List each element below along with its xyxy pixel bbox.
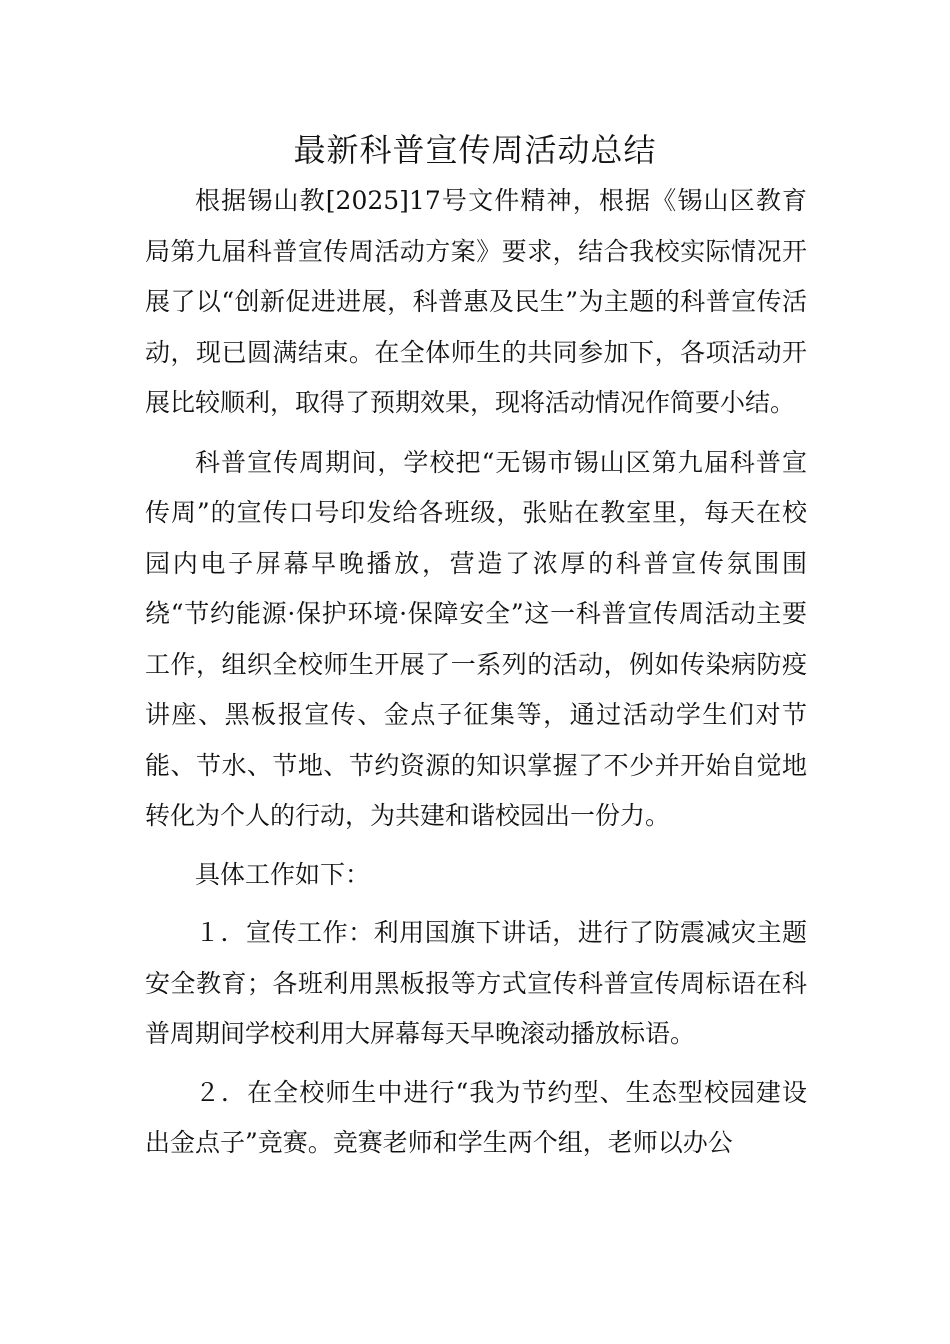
document-title: 最新科普宣传周活动总结 (293, 131, 657, 169)
paragraph-item-1: １．宣传工作：利用国旗下讲话，进行了防震减灾主题安全教育；各班利用黑板报等方式宣传科普宣传周标语在科普周期间学校利用大屏幕每天早晚滚动播放标语。 (145, 918, 807, 1048)
document-body (145, 176, 807, 1169)
paragraph-activities: 科普宣传周期间，学校把“无锡市锡山区第九届科普宣传周”的宣传口号印发给各班级，张贴在教室里，每天在校园内电子屏幕早晚播放，营造了浓厚的科普宣传氛围围绕“节约能源·保护环境·保障安全”这一科普宣传周活动主要工作，组织全校师生开展了一系列的活动，例如传染病防疫讲座、黑板报宣传、金点子征集等，通过活动学生们对节能、节水、节地、节约资源的知识掌握了不少并开始自觉地转化为个人的行动，为共建和谐校园出一份力。 (145, 447, 807, 830)
paragraph-work-heading: 具体工作如下： (195, 859, 371, 889)
paragraph-intro: 根据锡山教[2025]17号文件精神，根据《锡山区教育局第九届科普宣传周活动方案》要求，结合我校实际情况开展了以“创新促进进展，科普惠及民生”为主题的科普宣传活动，现已圆满结束。在全体师生的共同参加下，各项活动开展比较顺利，取得了预期效果，现将活动情况作简要小结。 (145, 186, 807, 417)
paragraph-item-2: ２．在全校师生中进行“我为节约型、生态型校园建设出金点子”竞赛。竞赛老师和学生两个组，老师以办公 (145, 1077, 807, 1157)
